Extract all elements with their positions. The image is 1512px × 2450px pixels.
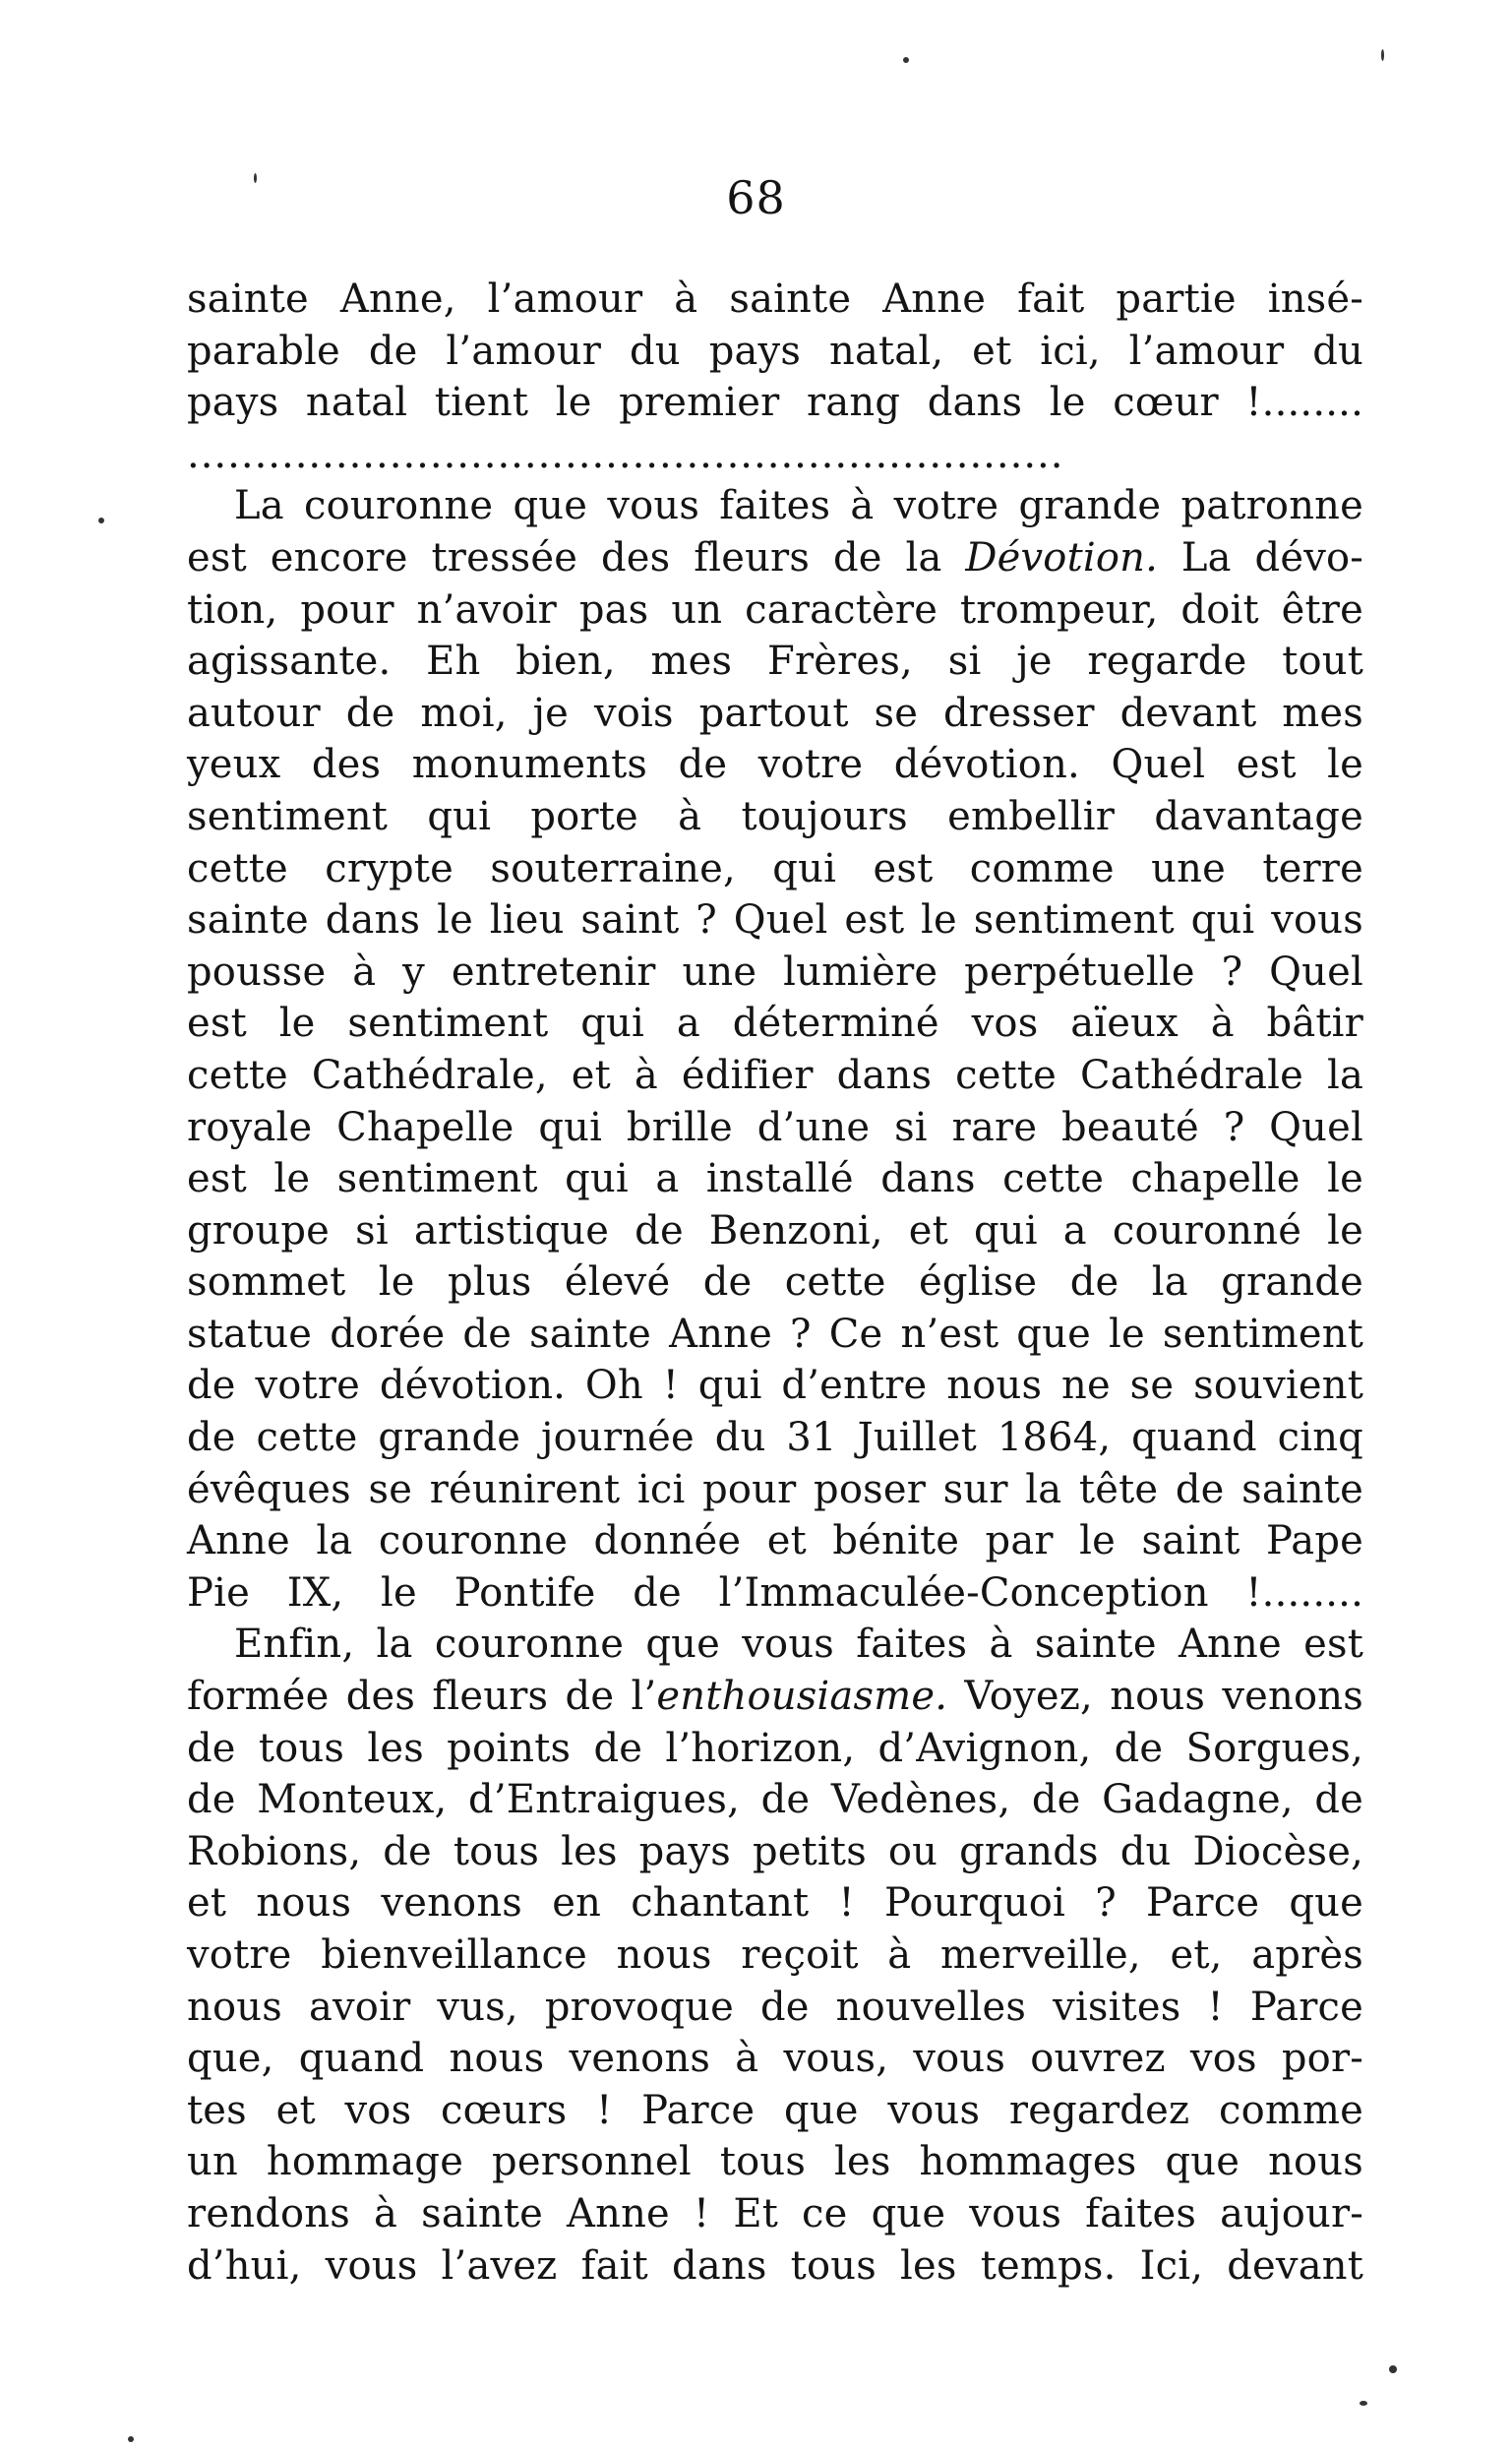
scan-speck: [1381, 49, 1384, 61]
text-line: est le sentiment qui a installé dans cette chapelle le: [187, 1156, 1363, 1202]
scan-speck: [1360, 2401, 1367, 2406]
text-segment: Voyez, nous venons: [947, 1674, 1363, 1720]
page-number: 68: [726, 171, 786, 224]
text-segment: formée des fleurs de l’: [187, 1674, 657, 1720]
text-line: sommet le plus élevé de cette église de la grande: [187, 1259, 1363, 1306]
text-line: Anne la couronne donnée et bénite par le saint Pape: [187, 1518, 1363, 1564]
text-line: [187, 1671, 1363, 1723]
body-text: [187, 274, 1363, 2292]
text-line: groupe si artistique de Benzoni, et qui a couronné le: [187, 1207, 1363, 1254]
text-segment: est encore tressée des fleurs de la: [187, 534, 966, 581]
text-line: sainte dans le lieu saint ? Quel est le sentiment qui vous: [187, 897, 1363, 944]
text-line: Pie IX, le Pontife de l’Immaculée-Conception !........: [187, 1569, 1363, 1616]
text-line: de Monteux, d’Entraigues, de Vedènes, de Gadagne, de: [187, 1777, 1363, 1823]
scan-speck: [903, 57, 909, 63]
text-line: de votre dévotion. Oh ! qui d’entre nous ne se souvient: [187, 1363, 1363, 1409]
text-line: d’hui, vous l’avez fait dans tous les temps. Ici, devant: [187, 2242, 1363, 2289]
text-line: Robions, de tous les pays petits ou grands du Diocèse,: [187, 1828, 1363, 1874]
italic-word-devotion: Dévotion.: [965, 534, 1159, 581]
text-line: statue dorée de sainte Anne ? Ce n’est que le sentiment: [187, 1311, 1363, 1357]
paragraph-start-line: Enfin, la couronne que vous faites à sainte Anne est: [234, 1622, 1363, 1668]
text-line: évêques se réunirent ici pour poser sur la tête de sainte: [187, 1466, 1363, 1512]
text-line: parable de l’amour du pays natal, et ici, l’amour du: [187, 328, 1363, 374]
text-line: de tous les points de l’horizon, d’Avignon, de Sorgues,: [187, 1725, 1363, 1771]
text-line: de cette grande journée du 31 Juillet 1864, quand cinq: [187, 1415, 1363, 1461]
text-line: tion, pour n’avoir pas un caractère trompeur, doit être: [187, 586, 1363, 633]
text-line: sainte Anne, l’amour à sainte Anne fait partie insé-: [187, 276, 1363, 322]
scan-speck: [98, 518, 104, 523]
text-line: nous avoir vus, provoque de nouvelles visites ! Parce: [187, 1984, 1363, 2030]
dotted-separator-line: .................................................................: [187, 431, 1064, 477]
scan-speck: [254, 173, 257, 183]
text-line: et nous venons en chantant ! Pourquoi ? Parce que: [187, 1880, 1363, 1927]
text-line: pousse à y entretenir une lumière perpétuelle ? Quel: [187, 949, 1363, 995]
text-line: pays natal tient le premier rang dans le cœur !........: [187, 380, 1363, 426]
text-line: autour de moi, je vois partout se dresser devant mes: [187, 690, 1363, 736]
text-line: royale Chapelle qui brille d’une si rare beauté ? Quel: [187, 1104, 1363, 1150]
scan-speck: [128, 2436, 134, 2442]
text-line: cette Cathédrale, et à édifier dans cette Cathédrale la: [187, 1052, 1363, 1098]
text-line: yeux des monuments de votre dévotion. Quel est le: [187, 742, 1363, 788]
text-line: tes et vos cœurs ! Parce que vous regardez comme: [187, 2087, 1363, 2133]
text-segment: La dévo-: [1158, 534, 1363, 581]
paragraph-start-line: La couronne que vous faites à votre grande patronne: [234, 483, 1363, 529]
scan-speck: [1389, 2365, 1397, 2373]
text-line: un hommage personnel tous les hommages que nous: [187, 2139, 1363, 2185]
text-line: rendons à sainte Anne ! Et ce que vous faites aujour-: [187, 2190, 1363, 2236]
text-line: cette crypte souterraine, qui est comme une terre: [187, 845, 1363, 891]
text-line: est le sentiment qui a déterminé vos aïeux à bâtir: [187, 1001, 1363, 1047]
italic-word-enthousiasme: enthousiasme.: [656, 1674, 948, 1720]
text-line: que, quand nous venons à vous, vous ouvrez vos por-: [187, 2036, 1363, 2082]
text-line: votre bienveillance nous reçoit à merveille, et, après: [187, 1932, 1363, 1978]
text-line: sentiment qui porte à toujours embellir davantage: [187, 793, 1363, 839]
text-line: agissante. Eh bien, mes Frères, si je regarde tout: [187, 639, 1363, 685]
text-line: [187, 532, 1363, 584]
